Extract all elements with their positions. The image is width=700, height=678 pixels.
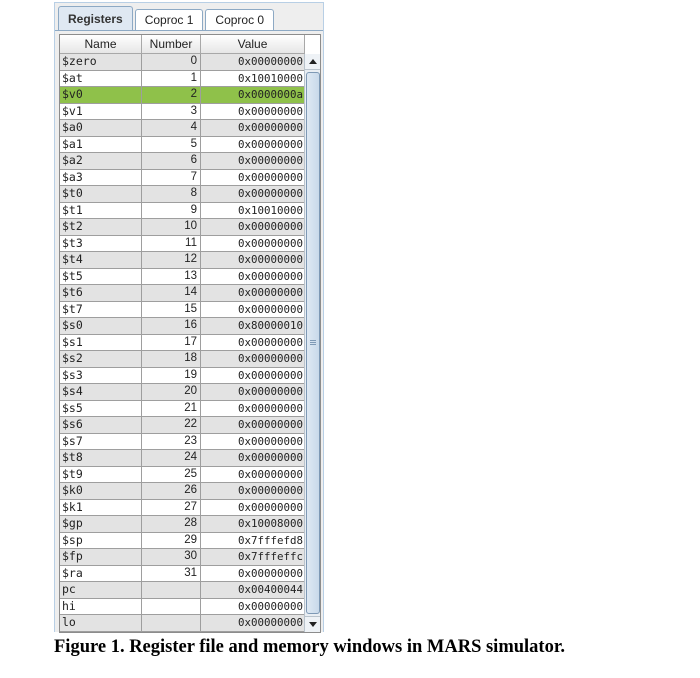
register-name-cell: $s6 bbox=[60, 417, 142, 434]
register-number-cell: 8 bbox=[142, 186, 201, 203]
arrow-up-icon bbox=[309, 59, 317, 64]
register-name-cell: $s1 bbox=[60, 335, 142, 352]
register-value-cell: 0x00000000 bbox=[201, 236, 305, 253]
register-name-cell: $t6 bbox=[60, 285, 142, 302]
register-value-cell: 0x00000000 bbox=[201, 269, 305, 286]
register-name-cell: $t5 bbox=[60, 269, 142, 286]
table-row[interactable] bbox=[60, 450, 305, 467]
table-row[interactable] bbox=[60, 219, 305, 236]
table-row[interactable] bbox=[60, 516, 305, 533]
register-name-cell: $t4 bbox=[60, 252, 142, 269]
register-value-cell: 0x00000000 bbox=[201, 285, 305, 302]
register-name-cell: $gp bbox=[60, 516, 142, 533]
register-number-cell: 5 bbox=[142, 137, 201, 154]
register-value-cell: 0x00000000 bbox=[201, 104, 305, 121]
grip-line bbox=[310, 342, 316, 343]
register-value-cell: 0x00000000 bbox=[201, 137, 305, 154]
vertical-scrollbar[interactable] bbox=[304, 54, 320, 632]
register-name-cell: $a0 bbox=[60, 120, 142, 137]
register-name-cell: $a3 bbox=[60, 170, 142, 187]
register-name-cell: $t7 bbox=[60, 302, 142, 319]
register-number-cell: 18 bbox=[142, 351, 201, 368]
register-name-cell: $t8 bbox=[60, 450, 142, 467]
grip-line bbox=[310, 340, 316, 341]
figure-caption: Figure 1. Register file and memory windows in MARS simulator. bbox=[54, 637, 565, 657]
tab-coproc-1[interactable]: Coproc 1 bbox=[135, 9, 204, 31]
register-number-cell bbox=[142, 615, 201, 632]
register-name-cell: $t1 bbox=[60, 203, 142, 220]
table-row[interactable] bbox=[60, 302, 305, 319]
register-value-cell: 0x00000000 bbox=[201, 120, 305, 137]
table-row[interactable] bbox=[60, 120, 305, 137]
registers-panel bbox=[54, 2, 324, 632]
register-value-cell: 0x00000000 bbox=[201, 483, 305, 500]
table-row[interactable] bbox=[60, 203, 305, 220]
register-name-cell: $v0 bbox=[60, 87, 142, 104]
table-row[interactable] bbox=[60, 582, 305, 599]
register-number-cell: 16 bbox=[142, 318, 201, 335]
register-number-cell: 25 bbox=[142, 467, 201, 484]
register-value-cell: 0x00000000 bbox=[201, 368, 305, 385]
column-header-number[interactable]: Number bbox=[142, 35, 201, 54]
register-number-cell: 11 bbox=[142, 236, 201, 253]
register-value-cell: 0x00000000 bbox=[201, 467, 305, 484]
table-row[interactable] bbox=[60, 170, 305, 187]
register-number-cell: 2 bbox=[142, 87, 201, 104]
register-number-cell bbox=[142, 582, 201, 599]
register-name-cell: $sp bbox=[60, 533, 142, 550]
register-number-cell: 27 bbox=[142, 500, 201, 517]
grip-line bbox=[310, 344, 316, 345]
table-header bbox=[60, 35, 305, 54]
register-number-cell: 29 bbox=[142, 533, 201, 550]
table-row[interactable] bbox=[60, 54, 305, 71]
register-number-cell: 22 bbox=[142, 417, 201, 434]
register-value-cell: 0x00000000 bbox=[201, 450, 305, 467]
register-name-cell: $k0 bbox=[60, 483, 142, 500]
register-value-cell: 0x00000000 bbox=[201, 500, 305, 517]
register-number-cell: 12 bbox=[142, 252, 201, 269]
register-value-cell: 0x10008000 bbox=[201, 516, 305, 533]
register-table bbox=[59, 34, 321, 633]
table-row[interactable] bbox=[60, 335, 305, 352]
register-value-cell: 0x00000000 bbox=[201, 170, 305, 187]
table-row[interactable] bbox=[60, 566, 305, 583]
table-row[interactable] bbox=[60, 186, 305, 203]
table-row[interactable] bbox=[60, 417, 305, 434]
register-number-cell: 20 bbox=[142, 384, 201, 401]
table-row[interactable] bbox=[60, 500, 305, 517]
table-row[interactable] bbox=[60, 351, 305, 368]
register-name-cell: $s5 bbox=[60, 401, 142, 418]
register-name-cell: $s4 bbox=[60, 384, 142, 401]
register-value-cell: 0x00000000 bbox=[201, 54, 305, 71]
register-rows bbox=[60, 54, 305, 632]
register-number-cell: 6 bbox=[142, 153, 201, 170]
table-row[interactable] bbox=[60, 467, 305, 484]
register-number-cell: 7 bbox=[142, 170, 201, 187]
register-value-cell: 0x00000000 bbox=[201, 153, 305, 170]
table-row[interactable] bbox=[60, 137, 305, 154]
register-number-cell: 31 bbox=[142, 566, 201, 583]
column-header-name[interactable]: Name bbox=[60, 35, 142, 54]
table-row[interactable] bbox=[60, 533, 305, 550]
scroll-up-button[interactable] bbox=[305, 54, 320, 70]
register-number-cell: 10 bbox=[142, 219, 201, 236]
register-name-cell: $s3 bbox=[60, 368, 142, 385]
table-row[interactable] bbox=[60, 236, 305, 253]
arrow-down-icon bbox=[309, 622, 317, 627]
register-name-cell: hi bbox=[60, 599, 142, 616]
register-name-cell: pc bbox=[60, 582, 142, 599]
register-number-cell: 9 bbox=[142, 203, 201, 220]
register-value-cell: 0x00000000 bbox=[201, 417, 305, 434]
register-number-cell bbox=[142, 599, 201, 616]
register-value-cell: 0x7fffeffc bbox=[201, 549, 305, 566]
register-value-cell: 0x00000000 bbox=[201, 615, 305, 632]
register-value-cell: 0x00000000 bbox=[201, 434, 305, 451]
register-number-cell: 14 bbox=[142, 285, 201, 302]
register-name-cell: $t0 bbox=[60, 186, 142, 203]
table-row[interactable] bbox=[60, 384, 305, 401]
register-number-cell: 17 bbox=[142, 335, 201, 352]
register-name-cell: $a2 bbox=[60, 153, 142, 170]
register-value-cell: 0x00000000 bbox=[201, 252, 305, 269]
register-value-cell: 0x80000010 bbox=[201, 318, 305, 335]
register-name-cell: lo bbox=[60, 615, 142, 632]
table-row[interactable] bbox=[60, 252, 305, 269]
table-row[interactable] bbox=[60, 483, 305, 500]
table-row[interactable] bbox=[60, 434, 305, 451]
register-name-cell: $k1 bbox=[60, 500, 142, 517]
table-row[interactable] bbox=[60, 401, 305, 418]
tab-bar bbox=[58, 6, 276, 31]
scrollbar-thumb[interactable] bbox=[306, 72, 320, 614]
register-name-cell: $v1 bbox=[60, 104, 142, 121]
register-value-cell: 0x00000000 bbox=[201, 599, 305, 616]
scroll-down-button[interactable] bbox=[305, 616, 320, 632]
register-number-cell: 28 bbox=[142, 516, 201, 533]
register-name-cell: $t3 bbox=[60, 236, 142, 253]
column-header-value[interactable]: Value bbox=[201, 35, 305, 54]
register-name-cell: $ra bbox=[60, 566, 142, 583]
register-name-cell: $s2 bbox=[60, 351, 142, 368]
register-number-cell: 1 bbox=[142, 71, 201, 88]
register-number-cell: 23 bbox=[142, 434, 201, 451]
register-number-cell: 19 bbox=[142, 368, 201, 385]
table-row[interactable] bbox=[60, 368, 305, 385]
tab-coproc-0[interactable]: Coproc 0 bbox=[205, 9, 274, 31]
table-row[interactable] bbox=[60, 285, 305, 302]
table-row[interactable] bbox=[60, 269, 305, 286]
register-number-cell: 21 bbox=[142, 401, 201, 418]
table-row[interactable] bbox=[60, 87, 305, 104]
register-name-cell: $fp bbox=[60, 549, 142, 566]
register-name-cell: $t9 bbox=[60, 467, 142, 484]
register-value-cell: 0x00000000 bbox=[201, 351, 305, 368]
table-row[interactable] bbox=[60, 71, 305, 88]
register-value-cell: 0x10010000 bbox=[201, 71, 305, 88]
register-value-cell: 0x00000000 bbox=[201, 335, 305, 352]
register-name-cell: $s0 bbox=[60, 318, 142, 335]
register-value-cell: 0x10010000 bbox=[201, 203, 305, 220]
register-number-cell: 3 bbox=[142, 104, 201, 121]
register-value-cell: 0x00000000 bbox=[201, 384, 305, 401]
table-row[interactable] bbox=[60, 104, 305, 121]
table-row[interactable] bbox=[60, 318, 305, 335]
tab-divider bbox=[55, 30, 323, 31]
register-name-cell: $zero bbox=[60, 54, 142, 71]
register-value-cell: 0x00000000 bbox=[201, 566, 305, 583]
register-number-cell: 0 bbox=[142, 54, 201, 71]
register-number-cell: 13 bbox=[142, 269, 201, 286]
table-row[interactable] bbox=[60, 549, 305, 566]
register-value-cell: 0x00000000 bbox=[201, 219, 305, 236]
register-number-cell: 15 bbox=[142, 302, 201, 319]
register-name-cell: $a1 bbox=[60, 137, 142, 154]
register-value-cell: 0x00000000 bbox=[201, 302, 305, 319]
register-value-cell: 0x00400044 bbox=[201, 582, 305, 599]
register-name-cell: $t2 bbox=[60, 219, 142, 236]
register-value-cell: 0x00000000 bbox=[201, 186, 305, 203]
register-number-cell: 4 bbox=[142, 120, 201, 137]
register-value-cell: 0x7fffefd8 bbox=[201, 533, 305, 550]
table-row[interactable] bbox=[60, 153, 305, 170]
tab-registers[interactable]: Registers bbox=[58, 6, 133, 31]
register-name-cell: $at bbox=[60, 71, 142, 88]
table-row[interactable] bbox=[60, 599, 305, 616]
register-number-cell: 24 bbox=[142, 450, 201, 467]
register-value-cell: 0x0000000a bbox=[201, 87, 305, 104]
register-value-cell: 0x00000000 bbox=[201, 401, 305, 418]
register-number-cell: 26 bbox=[142, 483, 201, 500]
table-row[interactable] bbox=[60, 615, 305, 632]
register-number-cell: 30 bbox=[142, 549, 201, 566]
register-name-cell: $s7 bbox=[60, 434, 142, 451]
